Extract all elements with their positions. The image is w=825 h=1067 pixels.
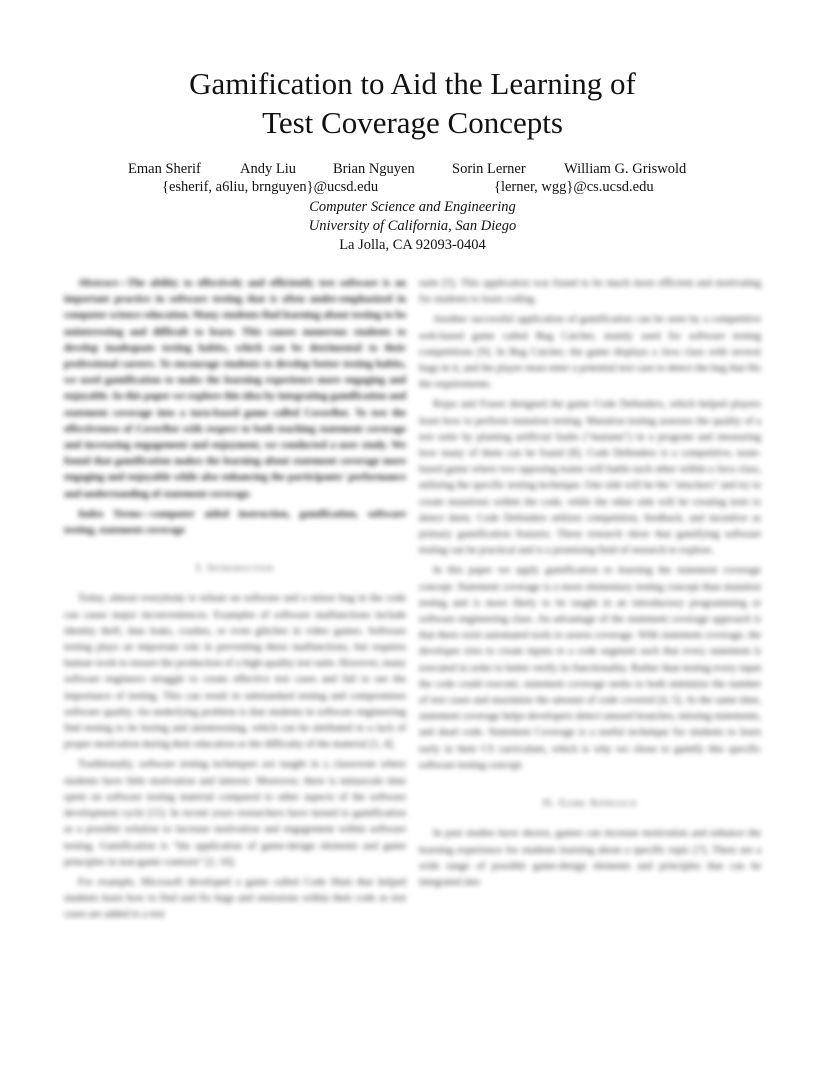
author-name: Sorin Lerner bbox=[452, 161, 526, 177]
affiliation-dept: Computer Science and Engineering bbox=[309, 199, 516, 215]
author-name: Eman Sherif bbox=[128, 161, 201, 177]
body-paragraph: In this paper we apply gamification to learning the statement coverage concept. Statement coverage is a more elementary testing concept than mutation testing and is more likely to be taught in an introductory programming or software engineering class. An advantage of the statement coverage approach is that there exist automated tools to assess coverage. With statement coverage, the developer tries to create inputs to a code segment such that every statement is executed in order to better verify its functionality. Rather than testing every input the code could execute, statement coverage seeks to both minimize the number of test cases and maximize the amount of code covered [4, 5]. At the same time, statement coverage helps developers detect unused branches, missing statements, and dead code. Statement Coverage is a useful technique for students to learn early in their CS curriculum, which is why we chose to gamify this specific software testing concept. bbox=[419, 565, 761, 771]
paper-title bbox=[0, 64, 825, 142]
body-paragraph: In past studies have shown, games can increase motivation and enhance the learning experience for students learning about a specific topic [7]. There are a wide range of possible game-design elements and principles that can be integrated into bbox=[419, 828, 761, 888]
body-paragraph: Today, almost everybody is reliant on software and a minor bug in the code can cause major inconveniences. Examples of software malfunctions include identity theft, data leaks, crashes, or even glitches in video games. Software testing plays an important role in preventing these malfunctions, but requires human work to ensure the production of a high-quality test suite. However, many software engineers struggle to create effective test cases and fail to see the importance of testing. This can result in substandard testing and compromises software quality. An underlying problem is that students in software engineering find testing to be boring and uninteresting, which can be attributed to a lack of proper motivation during their education or the difficulty of the material [1, 4]. bbox=[64, 593, 406, 751]
index-terms: Index Terms—computer aided instruction, gamification, software testing, statement coverage bbox=[64, 508, 406, 537]
right-column bbox=[419, 276, 761, 895]
body-paragraph: For example, Microsoft developed a game called Code Hunt that helped students learn how to find and fix bugs and omissions within their code as test cases are added to a test bbox=[64, 876, 406, 921]
body-paragraph: suite [5]. This application was found to be much more efficient and motivating for students to learn coding. bbox=[419, 278, 761, 306]
author-name: Andy Liu bbox=[240, 161, 296, 177]
section-heading-game-approach: II. Game Approach bbox=[542, 798, 638, 810]
author-name: William G. Griswold bbox=[564, 161, 687, 177]
body-paragraph: Traditionally, software testing techniques are taught in a classroom where students have little motivation and interest. Moreover, there is minuscule time spent on software testing material compared to other aspects of the software development cycle [11]. In recent years researchers have turned to gamification as a possible solution to increase motivation and engagement within software testing. Gamification is "the application of game-design elements and game principles in non-game contexts" [2, 10]. bbox=[64, 759, 406, 868]
left-column bbox=[64, 276, 406, 928]
email-ucsd: {esherif, a6liu, brnguyen}@ucsd.edu bbox=[162, 179, 379, 195]
author-name: Brian Nguyen bbox=[333, 161, 415, 177]
abstract: Abstract—The ability to effectively and efficiently test software is an important practice in software testing that is often under-emphasized in computer science education. Many students find learning about testing to be uninteresting and difficult to learn. This causes numerous students to develop inadequate testing habits, which can be detrimental to their professional careers. To encourage students to develop better testing habits, we used gamification to make the learning experience more engaging and enjoyable. In this paper we explore this idea by integrating gamification and statement coverage into a turn-based game called CoverBot. To test the effectiveness of CoverBot with respect to both teaching statement coverage and increasing engagement and enjoyment, we conducted a user study. We found that gamification makes the learning about statement coverage more engaging and enjoyable while also enhancing the participants' performance and understanding of statement coverage. bbox=[64, 278, 406, 500]
author-emails bbox=[0, 179, 825, 197]
title-line-1: Gamification to Aid the Learning of bbox=[189, 66, 636, 101]
affiliation bbox=[0, 198, 825, 255]
section-heading-introduction: I. Introduction bbox=[196, 563, 274, 575]
author-list bbox=[128, 161, 708, 179]
email-cs: {lerner, wgg}@cs.ucsd.edu bbox=[494, 179, 654, 195]
body-paragraph: Another successful application of gamification can be seen by a competitive web-based game called Bug Catcher, mainly used for software testing competitions [9]. In Bug Catcher, the game displays a Java class with several bugs in it, and the player must enter a potential test case to detect the bug that fits the requirements. bbox=[419, 314, 761, 391]
affiliation-university: University of California, San Diego bbox=[308, 218, 517, 234]
affiliation-location: La Jolla, CA 92093-0404 bbox=[339, 237, 486, 253]
body-paragraph: Rojas and Fraser designed the game Code Defenders, which helped players learn how to perform mutation testing. Mutation testing assesses the quality of a test suite by planting artificial faults ("mutants") in a program and measuring how many of them can be found [8]. Code Defenders is a competitive, team-based game where two opposing teams will battle each other within a Java class, utilizing the specific testing technique. One side will be the "attackers" and try to create mutations within the code, while the other side will be creating tests to detect them. Code Defenders utilizes competition, feedback, and incentive as primary gamification features. These research show that gamifying software testing can be practical and is a promising field of research to explore. bbox=[419, 399, 761, 557]
title-line-2: Test Coverage Concepts bbox=[262, 105, 563, 140]
